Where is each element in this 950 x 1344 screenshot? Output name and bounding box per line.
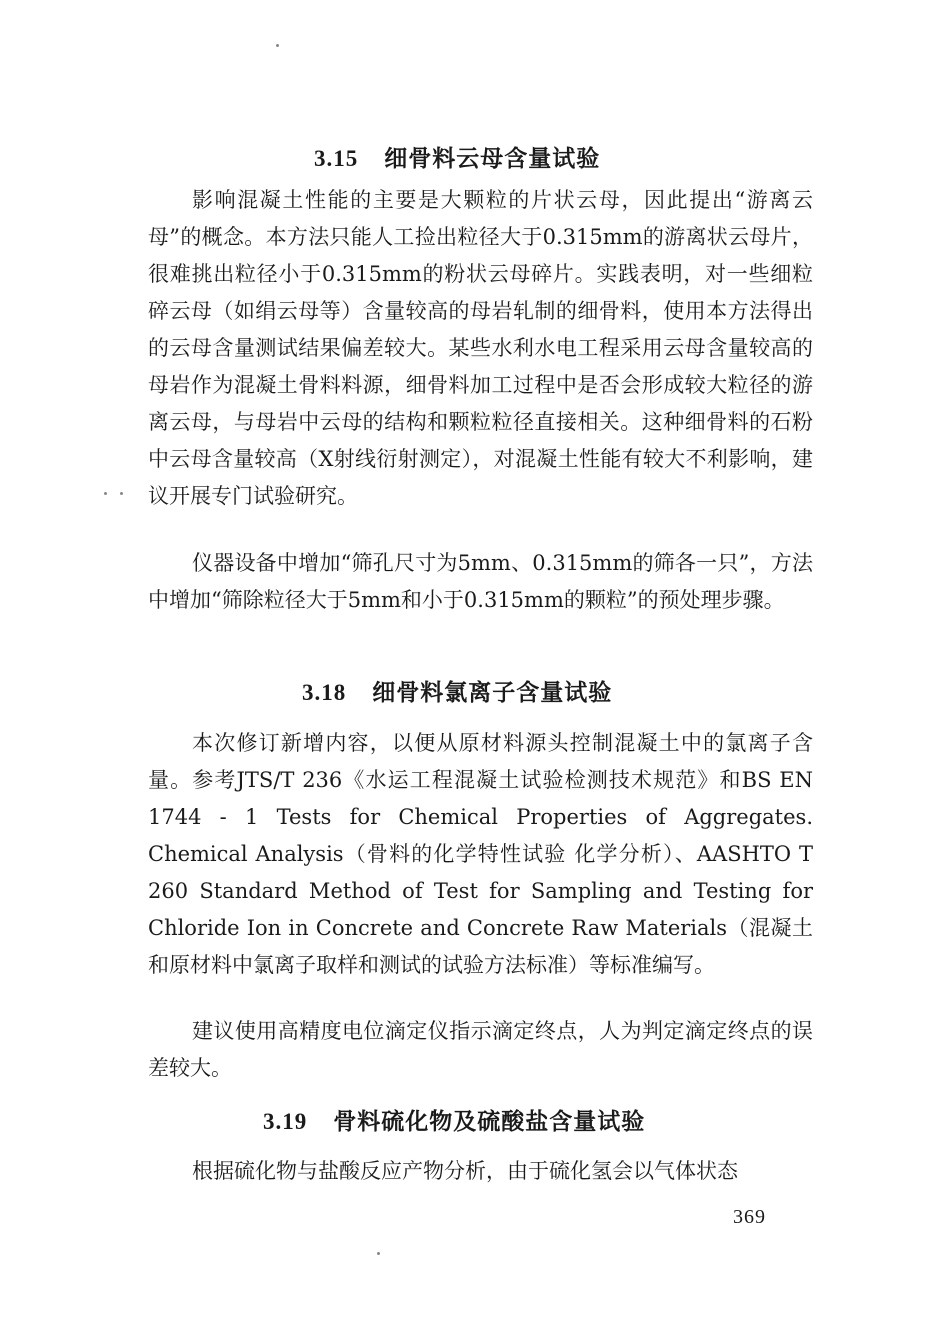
section-number: 3.15 bbox=[314, 146, 359, 171]
paragraph: 建议使用高精度电位滴定仪指示滴定终点，人为判定滴定终点的误差较大。 bbox=[148, 1019, 813, 1080]
section-title: 细骨料云母含量试验 bbox=[384, 146, 601, 172]
scan-speck bbox=[120, 492, 123, 495]
scan-speck bbox=[104, 492, 107, 495]
page-number: 369 bbox=[733, 1206, 766, 1228]
scan-speck bbox=[377, 1252, 380, 1255]
section-number: 3.19 bbox=[263, 1109, 308, 1134]
section-title: 骨料硫化物及硫酸盐含量试验 bbox=[333, 1109, 646, 1135]
scan-speck bbox=[276, 44, 279, 47]
paragraph: 本次修订新增内容，以便从原材料源头控制混凝土中的氯离子含量。参考JTS/T 236《水运工程混凝土试验检测技术规范》和BS EN 1744 - 1 Tests for Chemical Properties of Aggregates. Chemical Analysis（骨料的化学特性试验 化学分析）、AASHTO T 260 Standard Method of Test for Sampling and Testing for Chloride Ion in Concrete and Concrete Raw Materials（混凝土和原材料中氯离子取样和测试的试验方法标准）等标准编写。 bbox=[148, 731, 813, 977]
section-heading-3-15 bbox=[314, 140, 600, 173]
section-number: 3.18 bbox=[302, 680, 347, 705]
paragraph: 仪器设备中增加“筛孔尺寸为5mm、0.315mm的筛各一只”，方法中增加“筛除粒径大于5mm和小于0.315mm的颗粒”的预处理步骤。 bbox=[148, 551, 813, 612]
section-title: 细骨料氯离子含量试验 bbox=[372, 680, 613, 706]
paragraph: 影响混凝土性能的主要是大颗粒的片状云母，因此提出“游离云母”的概念。本方法只能人工捡出粒径大于0.315mm的游离状云母片，很难挑出粒径小于0.315mm的粉状云母碎片。实践表明，对一些细粒碎云母（如绢云母等）含量较高的母岩轧制的细骨料，使用本方法得出的云母含量测试结果偏差较大。某些水利水电工程采用云母含量较高的母岩作为混凝土骨料料源，细骨料加工过程中是否会形成较大粒径的游离云母，与母岩中云母的结构和颗粒粒径直接相关。这种细骨料的石粉中云母含量较高（X射线衍射测定），对混凝土性能有较大不利影响，建议开展专门试验研究。 bbox=[148, 188, 813, 508]
paragraph: 根据硫化物与盐酸反应产物分析，由于硫化氢会以气体状态 bbox=[192, 1159, 738, 1183]
section-heading-3-18 bbox=[302, 674, 612, 707]
section-heading-3-19 bbox=[263, 1103, 645, 1136]
